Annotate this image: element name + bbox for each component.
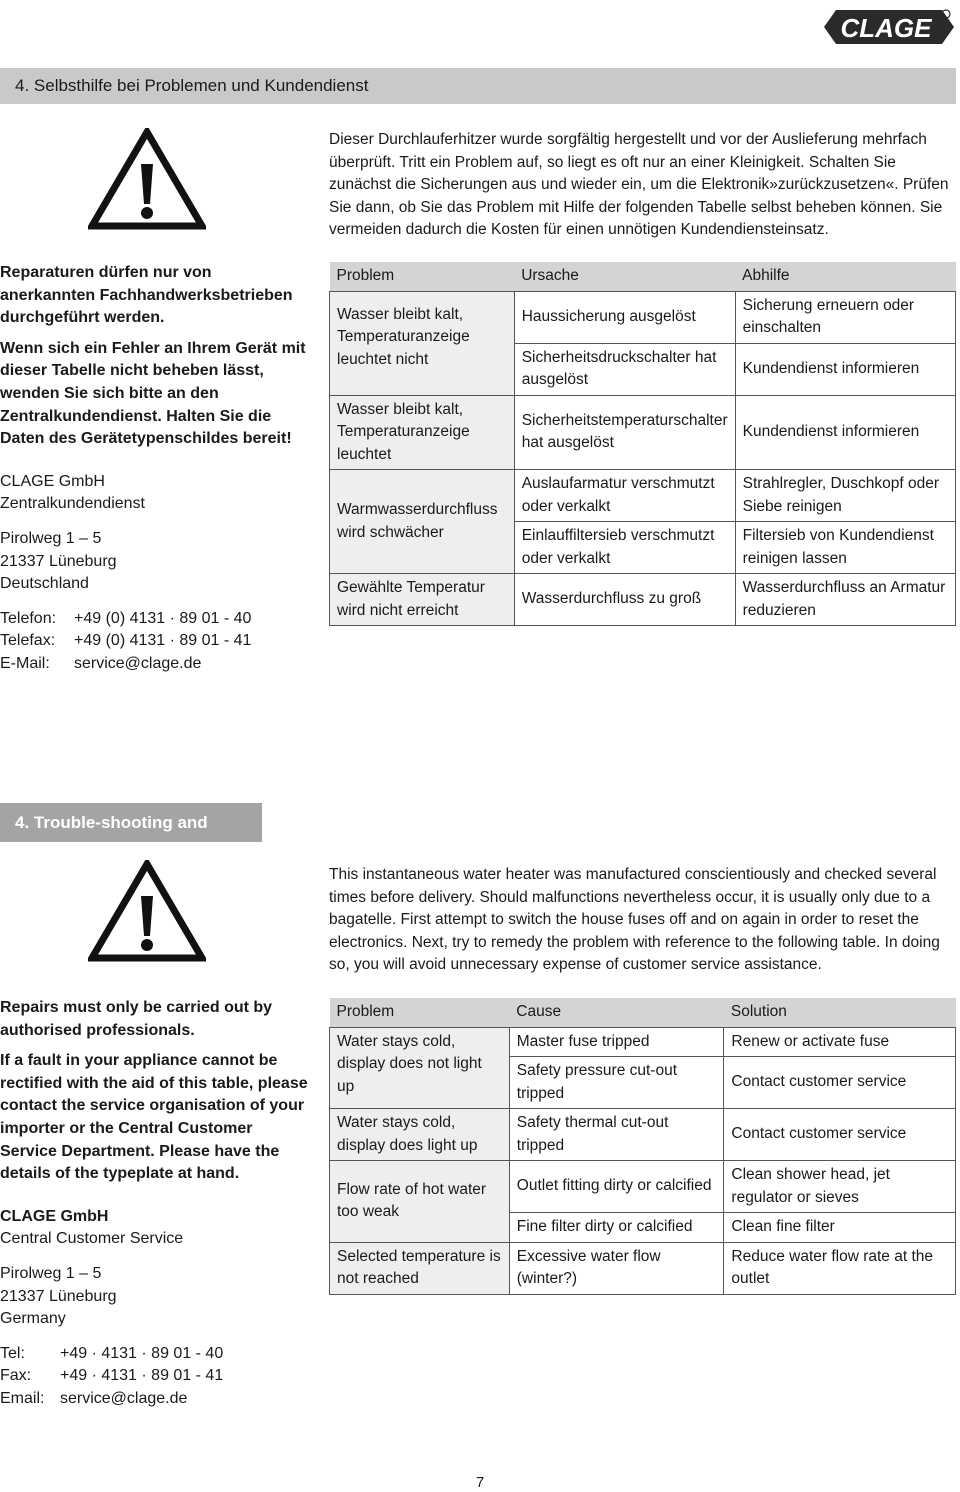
table-row [330, 1242, 956, 1294]
street: Pirolweg 1 – 5 [0, 529, 102, 547]
solution-cell: Kundendienst informieren [735, 395, 955, 470]
column-header: Abhilfe [735, 262, 955, 291]
cause-cell: Fine filter dirty or calcified [509, 1213, 724, 1243]
phone-row [0, 1343, 310, 1366]
phone-value: +49 · 4131 · 89 01 - 40 [60, 1344, 224, 1362]
solution-cell: Wasserdurchfluss an Armatur reduzieren [735, 574, 955, 626]
column-header: Ursache [514, 262, 735, 291]
column-header: Problem [330, 262, 515, 291]
solution-cell: Renew or activate fuse [724, 1027, 956, 1057]
fax-value: +49 · 4131 · 89 01 - 41 [60, 1367, 224, 1385]
solution-cell: Filtersieb von Kundendienst reinigen lassen [735, 522, 955, 574]
cause-cell: Safety thermal cut-out tripped [509, 1109, 724, 1161]
company-name: CLAGE GmbH [0, 1207, 109, 1225]
table-row [330, 395, 956, 470]
cause-cell: Excessive water flow (winter?) [509, 1242, 724, 1294]
fax-row [0, 630, 310, 653]
warning-icon [88, 128, 206, 230]
country: Deutschland [0, 575, 89, 593]
solution-cell: Sicherung erneuern oder einschalten [735, 291, 955, 343]
contact-block-english [0, 997, 310, 1411]
email-row [0, 1388, 310, 1411]
table-row [330, 291, 956, 343]
cause-cell: Master fuse tripped [509, 1027, 724, 1057]
cause-cell: Wasserdurchfluss zu groß [514, 574, 735, 626]
warning-icon [88, 860, 206, 962]
page-number: 7 [475, 1474, 485, 1491]
cause-cell: Sicherheitstemperaturschalter hat ausgelöst [514, 395, 735, 470]
email-row [0, 653, 310, 676]
city: 21337 Lüneburg [0, 552, 117, 570]
problem-cell: Warmwasserdurchfluss wird schwächer [330, 470, 515, 574]
solution-cell: Contact customer service [724, 1109, 956, 1161]
solution-cell: Clean fine filter [724, 1213, 956, 1243]
country: Germany [0, 1310, 66, 1328]
contact-block-german [0, 262, 310, 676]
repair-notice: Reparaturen dürfen nur von anerkannten Fachhandwerksbetrieben durchgeführt werden. [0, 264, 293, 327]
table-row [330, 1027, 956, 1057]
fax-label: Fax: [0, 1367, 32, 1385]
solution-cell: Clean shower head, jet regulator or sieves [724, 1161, 956, 1213]
intro-text-english: This instantaneous water heater was manufactured conscientiously and checked several times before delivery. Should malfunctions nevertheless occur, it is usually only due to a bagatelle. First attempt to switch the house fuses off and on again in order to reset the electronics. Next, try to remedy the problem with reference to the following table. In doing so, you will avoid unnecessary expense of customer service assistance. [329, 866, 940, 974]
phone-value: +49 (0) 4131 · 89 01 - 40 [74, 609, 252, 627]
repair-notice: Repairs must only be carried out by authorised professionals. [0, 999, 273, 1039]
city: 21337 Lüneburg [0, 1287, 117, 1305]
phone-label: Tel: [0, 1344, 25, 1362]
problem-cell: Gewählte Temperatur wird nicht erreicht [330, 574, 515, 626]
column-header: Cause [509, 998, 724, 1027]
service-notice: If a fault in your appliance cannot be rectified with the aid of this table, please contact the service organisation of your importer or the Central Customer Service Department. Please have the details of the typeplate at hand. [0, 1052, 308, 1183]
column-header: Solution [724, 998, 956, 1027]
company-name: CLAGE GmbH [0, 472, 105, 490]
fax-row [0, 1365, 310, 1388]
problem-cell: Wasser bleibt kalt, Temperaturanzeige leuchtet nicht [330, 291, 515, 395]
section-title-german: 4. Selbsthilfe bei Problemen und Kundendienst [0, 68, 956, 104]
solution-cell: Reduce water flow rate at the outlet [724, 1242, 956, 1294]
phone-label: Telefon: [0, 609, 57, 627]
table-row [330, 1161, 956, 1213]
department-name: Zentralkundendienst [0, 495, 145, 513]
solution-cell: Contact customer service [724, 1057, 956, 1109]
problem-cell: Selected temperature is not reached [330, 1242, 510, 1294]
intro-text-german: Dieser Durchlauferhitzer wurde sorgfältig hergestellt und vor der Auslieferung mehrfach überprüft. Tritt ein Problem auf, so liegt es oft nur an einer Kleinigkeit. Schalten Sie zunächst die Sicherungen aus und wieder ein, um die Elektronik»zurückzusetzen«. Prüfen Sie dann, ob Sie das Problem mit Hilfe der folgenden Tabelle selbst beheben können. Sie vermeiden dadurch die Kosten für einen unnötigen Kundendiensteinsatz. [329, 131, 949, 239]
solution-cell: Strahlregler, Duschkopf oder Siebe reinigen [735, 470, 955, 522]
street: Pirolweg 1 – 5 [0, 1264, 102, 1282]
fax-label: Telefax: [0, 632, 56, 650]
email-label: Email: [0, 1389, 45, 1407]
table-row [330, 574, 956, 626]
svg-text:CLAGE: CLAGE [840, 13, 932, 43]
cause-cell: Safety pressure cut-out tripped [509, 1057, 724, 1109]
troubleshooting-table-english [329, 998, 956, 1295]
troubleshooting-table-german [329, 262, 956, 626]
section-title-english: 4. Trouble-shooting and service [0, 803, 262, 842]
phone-row [0, 608, 310, 631]
service-notice: Wenn sich ein Fehler an Ihrem Gerät mit dieser Tabelle nicht beheben lässt, wenden Sie sich bitte an den Zentralkundendienst. Halten Sie die Daten des Gerätetypenschildes bereit! [0, 339, 306, 448]
table-row [330, 470, 956, 522]
problem-cell: Wasser bleibt kalt, Temperaturanzeige leuchtet [330, 395, 515, 470]
problem-cell: Water stays cold, display does not light up [330, 1027, 510, 1109]
cause-cell: Haussicherung ausgelöst [514, 291, 735, 343]
email-label: E-Mail: [0, 654, 50, 672]
solution-cell: Kundendienst informieren [735, 343, 955, 395]
clage-logo [822, 6, 954, 48]
email-link[interactable]: service@clage.de [60, 1389, 188, 1407]
problem-cell: Water stays cold, display does light up [330, 1109, 510, 1161]
cause-cell: Einlauffiltersieb verschmutzt oder verkalkt [514, 522, 735, 574]
table-header-row [330, 262, 956, 291]
department-name: Central Customer Service [0, 1230, 184, 1248]
table-row [330, 1109, 956, 1161]
email-link[interactable]: service@clage.de [74, 654, 202, 672]
cause-cell: Outlet fitting dirty or calcified [509, 1161, 724, 1213]
column-header: Problem [330, 998, 510, 1027]
cause-cell: Auslaufarmatur verschmutzt oder verkalkt [514, 470, 735, 522]
fax-value: +49 (0) 4131 · 89 01 - 41 [74, 632, 252, 650]
problem-cell: Flow rate of hot water too weak [330, 1161, 510, 1243]
cause-cell: Sicherheitsdruckschalter hat ausgelöst [514, 343, 735, 395]
table-header-row [330, 998, 956, 1027]
